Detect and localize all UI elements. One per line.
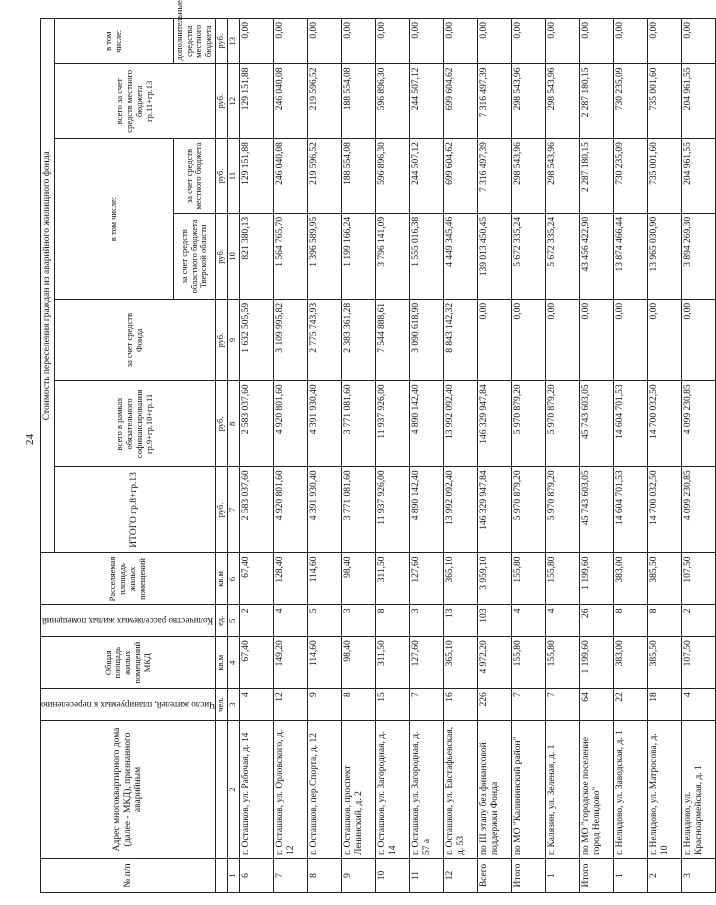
value-cell: 155,80 xyxy=(546,637,580,689)
unit-cell: чел. xyxy=(215,689,227,721)
value-cell: 22 xyxy=(614,689,648,721)
value-cell: 8 xyxy=(376,605,410,637)
value-cell: 1 199,60 xyxy=(580,553,614,605)
units-row xyxy=(215,19,227,893)
value-cell: 139 013 450,45 xyxy=(478,213,512,299)
row-number-cell: 3 xyxy=(682,859,716,893)
header-local-total: всего за счет средств местного бюджета гр.11+гр.13 xyxy=(54,64,215,139)
value-cell: 13 xyxy=(444,605,478,637)
header-rooms-count: Количество расселяемых жилых помещений xyxy=(41,605,216,637)
row-number-cell: 1 xyxy=(546,859,580,893)
value-cell: 13 874 466,44 xyxy=(614,213,648,299)
value-cell: 0,00 xyxy=(614,19,648,64)
table-row xyxy=(580,19,614,893)
value-cell: 98,40 xyxy=(342,637,376,689)
value-cell: 735 001,60 xyxy=(648,139,682,214)
value-cell: 67,40 xyxy=(239,553,273,605)
row-number-cell: Итого xyxy=(512,859,546,893)
table-body xyxy=(239,19,715,893)
value-cell: 4 972,20 xyxy=(478,637,512,689)
header-address: Адрес многоквартирного дома (далее - МКД), признанного аварийным xyxy=(41,720,216,858)
value-cell: 7 316 497,39 xyxy=(478,64,512,139)
header-residents: Число жителей, планируемых к переселению xyxy=(41,689,216,721)
value-cell: 2 583 037,60 xyxy=(239,381,273,467)
value-cell: 730 235,09 xyxy=(614,139,648,214)
value-cell: 4 890 142,40 xyxy=(410,381,444,467)
value-cell: 3 xyxy=(342,605,376,637)
value-cell: 5 672 335,24 xyxy=(512,213,546,299)
value-cell: 1 564 765,70 xyxy=(273,213,307,299)
column-numbers-row xyxy=(227,19,239,893)
col-number: 5 xyxy=(227,605,239,637)
value-cell: 5 xyxy=(308,605,342,637)
table-row xyxy=(342,19,376,893)
value-cell: 4 391 930,40 xyxy=(308,467,342,553)
value-cell: 365,10 xyxy=(444,637,478,689)
value-cell: 219 596,52 xyxy=(308,64,342,139)
address-cell: г. Калязин, ул. Зеленая, д. 1 xyxy=(546,720,580,858)
value-cell: 311,50 xyxy=(376,637,410,689)
value-cell: 8 xyxy=(648,605,682,637)
value-cell: 596 896,30 xyxy=(376,139,410,214)
value-cell: 4 449 345,46 xyxy=(444,213,478,299)
value-cell: 383,00 xyxy=(614,637,648,689)
value-cell: 1 632 505,59 xyxy=(239,299,273,381)
address-cell: г. Осташков, ул. Загородная, д. 14 xyxy=(376,720,410,858)
value-cell: 5 672 335,24 xyxy=(546,213,580,299)
row-number-cell: Всего xyxy=(478,859,512,893)
address-cell: по III этапу без финансовой поддержки Фонда xyxy=(478,720,512,858)
value-cell: 0,00 xyxy=(239,19,273,64)
address-cell: г. Осташков, проспект Ленинский, д. 2 xyxy=(342,720,376,858)
value-cell: 7 xyxy=(546,689,580,721)
value-cell: 14 700 032,50 xyxy=(648,467,682,553)
table-row xyxy=(512,19,546,893)
table-row xyxy=(546,19,580,893)
value-cell: 8 843 142,32 xyxy=(444,299,478,381)
value-cell: 4 xyxy=(512,605,546,637)
value-cell: 9 xyxy=(308,689,342,721)
value-cell: 14 604 701,53 xyxy=(614,381,648,467)
value-cell: 1 199,60 xyxy=(580,637,614,689)
header-total-area: Общая площадь жилых помещений МКД xyxy=(41,637,216,689)
col-number: 12 xyxy=(227,64,239,139)
address-cell: г. Нелидово, ул. Заводская, д. 1 xyxy=(614,720,648,858)
row-number-cell: 8 xyxy=(308,859,342,893)
value-cell: 45 743 603,05 xyxy=(580,381,614,467)
address-cell: по МО "городское поселение город Нелидово" xyxy=(580,720,614,858)
value-cell: 0,00 xyxy=(308,19,342,64)
value-cell: 11 937 926,00 xyxy=(376,467,410,553)
value-cell: 204 961,55 xyxy=(682,139,716,214)
row-number-cell: 11 xyxy=(410,859,444,893)
value-cell: 1 199 166,24 xyxy=(342,213,376,299)
value-cell: 107,50 xyxy=(682,637,716,689)
value-cell: 298 543,96 xyxy=(546,139,580,214)
unit-cell xyxy=(215,720,227,858)
row-number-cell: 9 xyxy=(342,859,376,893)
value-cell: 2 xyxy=(682,605,716,637)
header-mandatory: всего в рамках обязательного софинансирования гр.9+гр.10+гр.11 xyxy=(54,381,215,467)
col-number: 1 xyxy=(227,859,239,893)
header-cost-group: Стоимость переселения граждан из аварийного жилищного фонда xyxy=(41,19,55,553)
value-cell: 64 xyxy=(580,689,614,721)
value-cell: 7 xyxy=(410,689,444,721)
value-cell: 0,00 xyxy=(580,19,614,64)
address-cell: г. Осташков, ул. Рабочая, д. 14 xyxy=(239,720,273,858)
value-cell: 246 040,08 xyxy=(273,139,307,214)
value-cell: 0,00 xyxy=(376,19,410,64)
value-cell: 13 965 030,90 xyxy=(648,213,682,299)
value-cell: 7 xyxy=(512,689,546,721)
value-cell: 5 970 879,20 xyxy=(512,467,546,553)
value-cell: 4 xyxy=(682,689,716,721)
row-number-cell: 7 xyxy=(273,859,307,893)
value-cell: 204 961,55 xyxy=(682,64,716,139)
value-cell: 3 894 269,30 xyxy=(682,213,716,299)
value-cell: 2 383 361,28 xyxy=(342,299,376,381)
col-number: 11 xyxy=(227,139,239,214)
value-cell: 0,00 xyxy=(273,19,307,64)
table-row xyxy=(614,19,648,893)
row-number-cell: 10 xyxy=(376,859,410,893)
table-row xyxy=(410,19,444,893)
header-fund: за счет средств Фонда xyxy=(54,299,215,381)
value-cell: 699 604,62 xyxy=(444,139,478,214)
value-cell: 0,00 xyxy=(512,19,546,64)
table-row xyxy=(682,19,716,893)
value-cell: 4 xyxy=(273,605,307,637)
value-cell: 0,00 xyxy=(342,19,376,64)
value-cell: 146 329 947,84 xyxy=(478,381,512,467)
col-number: 9 xyxy=(227,299,239,381)
unit-cell: руб. xyxy=(215,381,227,467)
value-cell: 0,00 xyxy=(410,19,444,64)
value-cell: 3 959,10 xyxy=(478,553,512,605)
unit-cell: руб. xyxy=(215,299,227,381)
page-number: 24 xyxy=(24,434,36,445)
header-local: за счет средств местного бюджета xyxy=(173,139,215,214)
value-cell: 103 xyxy=(478,605,512,637)
value-cell: 15 xyxy=(376,689,410,721)
value-cell: 0,00 xyxy=(682,299,716,381)
value-cell: 3 090 618,90 xyxy=(410,299,444,381)
table-row xyxy=(273,19,307,893)
value-cell: 2 583 037,60 xyxy=(239,467,273,553)
value-cell: 365,10 xyxy=(444,553,478,605)
value-cell: 127,60 xyxy=(410,637,444,689)
value-cell: 114,60 xyxy=(308,637,342,689)
value-cell: 246 040,08 xyxy=(273,64,307,139)
row-number-cell: 1 xyxy=(614,859,648,893)
table-row xyxy=(648,19,682,893)
value-cell: 18 xyxy=(648,689,682,721)
value-cell: 730 235,09 xyxy=(614,64,648,139)
header-additional: дополнительные средства местного бюджета xyxy=(173,19,215,64)
unit-cell: ед. xyxy=(215,605,227,637)
address-cell: г. Осташков, ул. Евстафьевская, д. 53 xyxy=(444,720,478,858)
value-cell: 8 xyxy=(342,689,376,721)
row-number-cell: 6 xyxy=(239,859,273,893)
value-cell: 4 920 801,60 xyxy=(273,467,307,553)
col-number: 2 xyxy=(227,720,239,858)
address-cell: г. Нелидово, ул. Красноармейская, д. 1 xyxy=(682,720,716,858)
value-cell: 3 796 141,09 xyxy=(376,213,410,299)
value-cell: 298 543,96 xyxy=(546,64,580,139)
value-cell: 8 xyxy=(614,605,648,637)
value-cell: 0,00 xyxy=(546,19,580,64)
value-cell: 67,40 xyxy=(239,637,273,689)
row-number-cell: Итого xyxy=(580,859,614,893)
value-cell: 3 xyxy=(410,605,444,637)
value-cell: 155,80 xyxy=(512,553,546,605)
value-cell: 5 970 879,20 xyxy=(546,467,580,553)
value-cell: 298 543,96 xyxy=(512,64,546,139)
value-cell: 0,00 xyxy=(682,19,716,64)
value-cell: 7 544 888,61 xyxy=(376,299,410,381)
value-cell: 3 771 081,60 xyxy=(342,467,376,553)
value-cell: 244 507,12 xyxy=(410,64,444,139)
value-cell: 129 151,88 xyxy=(239,139,273,214)
value-cell: 1 396 589,95 xyxy=(308,213,342,299)
value-cell: 107,50 xyxy=(682,553,716,605)
value-cell: 244 507,12 xyxy=(410,139,444,214)
value-cell: 4 xyxy=(239,689,273,721)
value-cell: 13 992 092,40 xyxy=(444,467,478,553)
value-cell: 2 775 743,93 xyxy=(308,299,342,381)
col-number: 10 xyxy=(227,213,239,299)
value-cell: 298 543,96 xyxy=(512,139,546,214)
value-cell: 2 287 180,15 xyxy=(580,64,614,139)
col-number: 7 xyxy=(227,467,239,553)
row-number-cell: 12 xyxy=(444,859,478,893)
value-cell: 12 xyxy=(273,689,307,721)
value-cell: 4 xyxy=(546,605,580,637)
value-cell: 155,80 xyxy=(512,637,546,689)
value-cell: 188 554,08 xyxy=(342,64,376,139)
value-cell: 0,00 xyxy=(444,19,478,64)
unit-cell xyxy=(215,859,227,893)
value-cell: 128,40 xyxy=(273,553,307,605)
value-cell: 129 151,88 xyxy=(239,64,273,139)
value-cell: 4 099 230,85 xyxy=(682,381,716,467)
unit-cell: руб. xyxy=(215,139,227,214)
col-number: 4 xyxy=(227,637,239,689)
value-cell: 14 604 701,53 xyxy=(614,467,648,553)
unit-cell: руб. xyxy=(215,19,227,64)
value-cell: 2 287 180,15 xyxy=(580,139,614,214)
value-cell: 43 456 422,90 xyxy=(580,213,614,299)
value-cell: 5 970 879,20 xyxy=(512,381,546,467)
value-cell: 4 391 930,40 xyxy=(308,381,342,467)
address-cell: г. Осташков, ул. Загородная, д. 57 а xyxy=(410,720,444,858)
value-cell: 0,00 xyxy=(478,19,512,64)
value-cell: 385,50 xyxy=(648,553,682,605)
value-cell: 226 xyxy=(478,689,512,721)
value-cell: 7 316 497,39 xyxy=(478,139,512,214)
value-cell: 13 992 092,40 xyxy=(444,381,478,467)
header-rooms-area: Расселяемая площадь жилых помещений xyxy=(41,553,216,605)
value-cell: 219 596,52 xyxy=(308,139,342,214)
table-row xyxy=(444,19,478,893)
value-cell: 146 329 947,84 xyxy=(478,467,512,553)
header-total: ИТОГО гр.8+гр.13 xyxy=(54,467,215,553)
value-cell: 14 700 032,50 xyxy=(648,381,682,467)
value-cell: 821 380,13 xyxy=(239,213,273,299)
value-cell: 26 xyxy=(580,605,614,637)
col-number: 8 xyxy=(227,381,239,467)
value-cell: 11 937 926,00 xyxy=(376,381,410,467)
value-cell: 311,50 xyxy=(376,553,410,605)
value-cell: 98,40 xyxy=(342,553,376,605)
value-cell: 1 555 016,38 xyxy=(410,213,444,299)
address-cell: г. Нелидово, ул. Матросова, д. 10 xyxy=(648,720,682,858)
unit-cell: руб. xyxy=(215,64,227,139)
value-cell: 155,80 xyxy=(546,553,580,605)
col-number: 6 xyxy=(227,553,239,605)
value-cell: 3 109 995,82 xyxy=(273,299,307,381)
table-row xyxy=(308,19,342,893)
value-cell: 188 554,08 xyxy=(342,139,376,214)
header-incl: в том числе: xyxy=(54,139,173,300)
header-no: № п/п xyxy=(41,859,216,893)
table-row xyxy=(239,19,273,893)
header-regional: за счет средств областного бюджета Тверской области xyxy=(173,213,215,299)
value-cell: 383,00 xyxy=(614,553,648,605)
value-cell: 2 xyxy=(239,605,273,637)
unit-cell: кв.м xyxy=(215,553,227,605)
table-row xyxy=(376,19,410,893)
value-cell: 114,60 xyxy=(308,553,342,605)
unit-cell: руб. xyxy=(215,213,227,299)
value-cell: 4 099 230,85 xyxy=(682,467,716,553)
unit-cell: руб. xyxy=(215,467,227,553)
table-row xyxy=(478,19,512,893)
unit-cell: кв.м xyxy=(215,637,227,689)
row-number-cell: 2 xyxy=(648,859,682,893)
value-cell: 16 xyxy=(444,689,478,721)
address-cell: г. Осташков, пер.Спорта, д. 12 xyxy=(308,720,342,858)
value-cell: 149,20 xyxy=(273,637,307,689)
value-cell: 385,50 xyxy=(648,637,682,689)
value-cell: 735 001,60 xyxy=(648,64,682,139)
value-cell: 0,00 xyxy=(580,299,614,381)
value-cell: 0,00 xyxy=(512,299,546,381)
value-cell: 0,00 xyxy=(648,299,682,381)
col-number: 3 xyxy=(227,689,239,721)
address-cell: г. Осташков, ул. Орловского, д. 12 xyxy=(273,720,307,858)
value-cell: 45 743 603,05 xyxy=(580,467,614,553)
resettlement-cost-table xyxy=(40,0,716,893)
value-cell: 0,00 xyxy=(648,19,682,64)
header-incl2: в том числе: xyxy=(54,19,173,64)
value-cell: 4 890 142,40 xyxy=(410,467,444,553)
value-cell: 3 771 081,60 xyxy=(342,381,376,467)
value-cell: 0,00 xyxy=(614,299,648,381)
rotated-page xyxy=(40,0,705,893)
value-cell: 5 970 879,20 xyxy=(546,381,580,467)
value-cell: 699 604,62 xyxy=(444,64,478,139)
col-number: 13 xyxy=(227,19,239,64)
value-cell: 127,60 xyxy=(410,553,444,605)
value-cell: 0,00 xyxy=(546,299,580,381)
value-cell: 596 896,30 xyxy=(376,64,410,139)
address-cell: по МО "Калининский район" xyxy=(512,720,546,858)
value-cell: 4 920 801,60 xyxy=(273,381,307,467)
value-cell: 0,00 xyxy=(478,299,512,381)
